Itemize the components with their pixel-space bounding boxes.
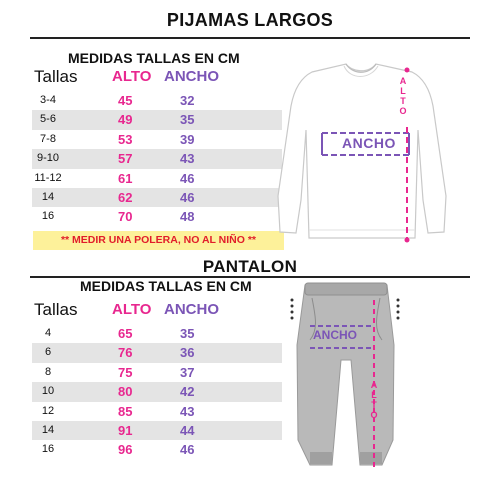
cell-alto: 76 — [118, 345, 133, 361]
cell-alto: 75 — [118, 364, 133, 380]
cell-ancho: 48 — [180, 209, 195, 225]
shirt-alto-label: ALTO — [399, 76, 407, 116]
cell-ancho: 46 — [180, 189, 195, 205]
size-table-pantalon — [32, 300, 282, 460]
table-row — [32, 382, 282, 401]
cell-talla: 5-6 — [40, 113, 56, 126]
cell-ancho: 44 — [180, 422, 195, 438]
cell-talla: 16 — [41, 210, 55, 223]
cell-talla: 7-8 — [40, 132, 56, 145]
section-title-pantalon: PANTALON — [202, 257, 298, 276]
cell-talla: 11-12 — [34, 171, 62, 184]
cell-ancho: 43 — [180, 403, 195, 419]
cell-ancho: 46 — [180, 170, 195, 186]
cell-ancho: 37 — [180, 364, 195, 380]
cell-alto: 85 — [118, 403, 133, 419]
pants-illustration — [297, 283, 394, 465]
cell-alto: 91 — [118, 422, 133, 438]
table-row — [32, 440, 282, 459]
cell-alto: 45 — [118, 93, 133, 108]
header-alto: ALTO — [112, 68, 152, 85]
header-tallas: Tallas — [34, 67, 78, 86]
cell-talla: 14 — [41, 190, 55, 203]
pants-alto-label: ALTO — [370, 380, 378, 420]
cell-ancho: 46 — [180, 442, 195, 458]
table-header — [32, 300, 282, 324]
header-tallas: Tallas — [34, 300, 78, 319]
cell-ancho: 39 — [180, 131, 195, 147]
cell-alto: 65 — [118, 326, 133, 341]
cell-talla: 4 — [44, 327, 52, 339]
cell-alto: 70 — [118, 209, 133, 225]
cell-ancho: 36 — [180, 345, 195, 361]
table-subtitle: MEDIDAS TALLAS EN CM — [80, 278, 252, 294]
header-alto: ALTO — [112, 301, 152, 318]
section-title-pijamas: PIJAMAS LARGOS — [166, 10, 334, 30]
table-row — [32, 421, 282, 440]
cell-talla: 10 — [41, 385, 55, 398]
shirt-ancho-label: ANCHO — [342, 135, 396, 151]
table-subtitle: MEDIDAS TALLAS EN CM — [68, 50, 240, 66]
cell-alto: 61 — [118, 170, 133, 186]
cell-alto: 62 — [118, 189, 133, 205]
cell-talla: 9-10 — [36, 152, 60, 165]
cell-ancho: 43 — [180, 151, 195, 167]
cell-alto: 96 — [118, 442, 133, 458]
cell-talla: 8 — [44, 365, 52, 378]
header-ancho: ANCHO — [164, 301, 219, 318]
table-row — [32, 343, 282, 362]
cell-talla: 14 — [41, 423, 55, 436]
table-row — [32, 402, 282, 421]
cell-ancho: 35 — [180, 326, 195, 341]
cell-alto: 49 — [118, 112, 133, 128]
measure-note: ** MEDIR UNA POLERA, NO AL NIÑO ** — [33, 231, 284, 250]
cell-talla: 3-4 — [40, 94, 56, 106]
cell-ancho: 42 — [180, 384, 195, 400]
cell-alto: 80 — [118, 384, 133, 400]
shirt-illustration — [278, 64, 446, 238]
pants-ancho-label: ANCHO — [313, 328, 357, 342]
header-ancho: ANCHO — [164, 68, 219, 85]
cell-talla: 16 — [41, 443, 55, 456]
cell-ancho: 32 — [180, 93, 195, 108]
cell-talla: 6 — [44, 346, 52, 359]
table-row — [32, 324, 282, 343]
cell-ancho: 35 — [180, 112, 195, 128]
cell-alto: 57 — [118, 151, 133, 167]
table-row — [32, 363, 282, 382]
cell-alto: 53 — [118, 131, 133, 147]
cell-talla: 12 — [41, 404, 55, 417]
